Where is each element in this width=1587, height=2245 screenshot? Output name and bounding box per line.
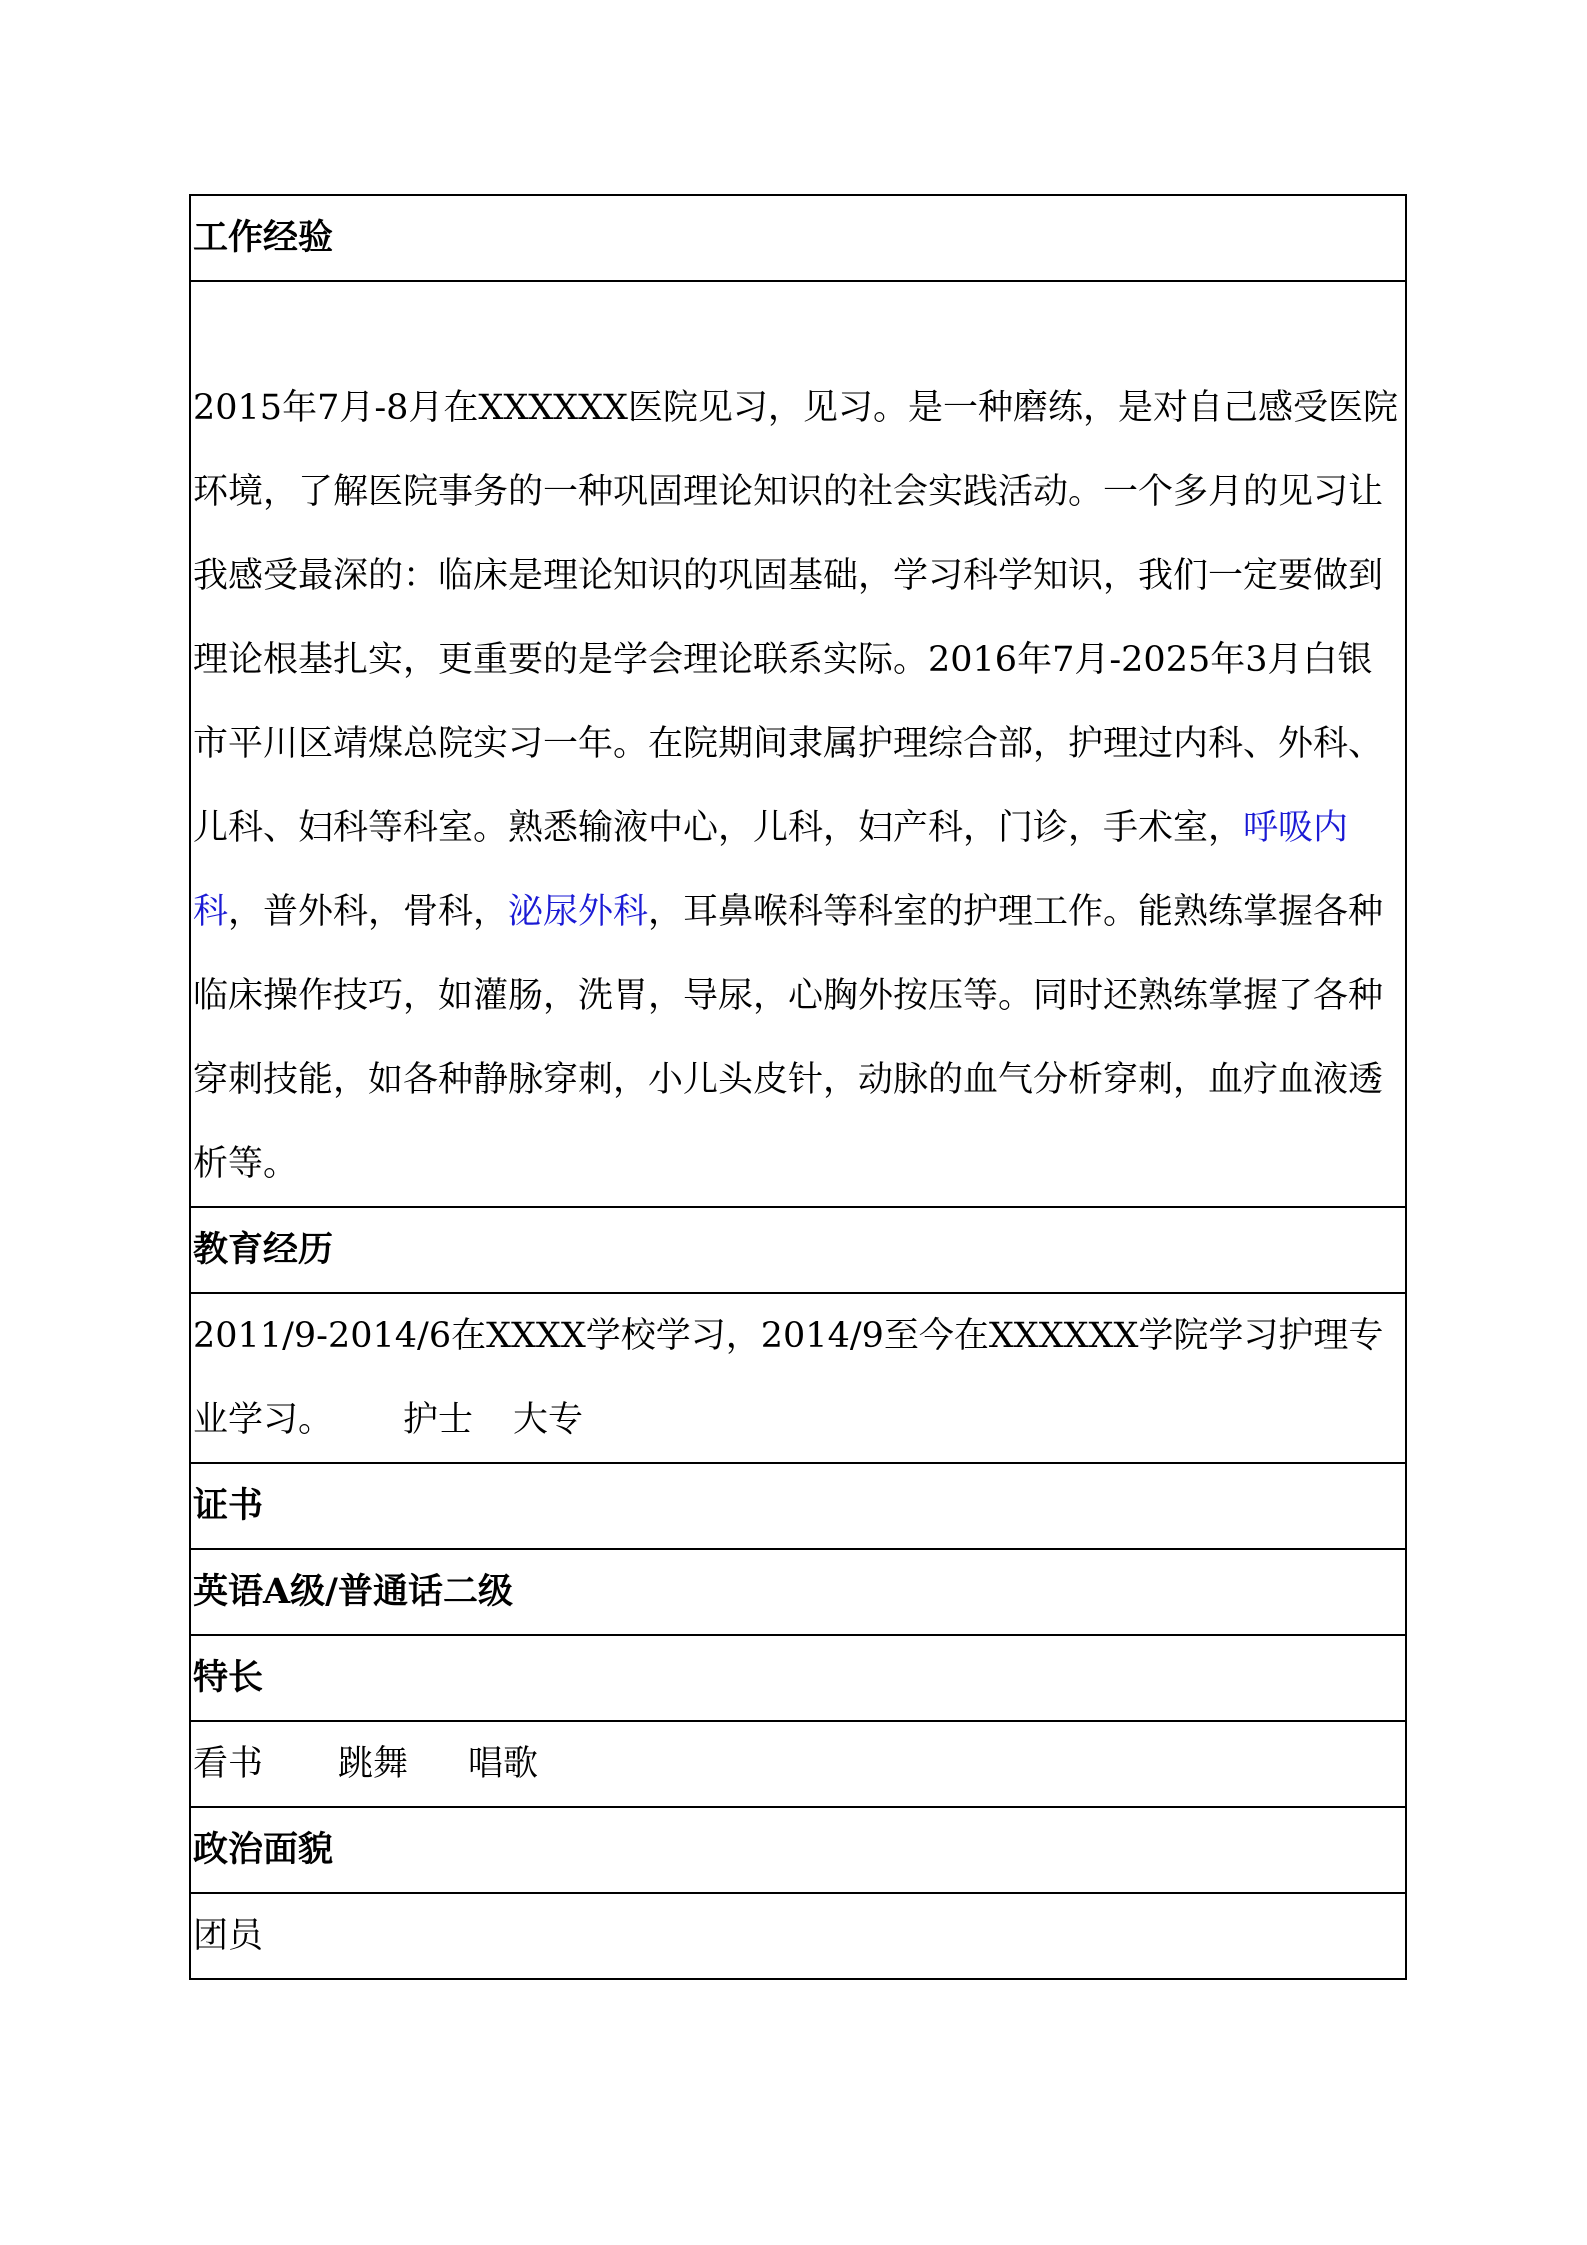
work-description xyxy=(190,281,1406,1207)
work-text-1: 2015年7月-8月在XXXXXX医院见习，见习。是一种磨练，是对自己感受医院环境，了解医院事务的一种巩固理论知识的社会实践活动。一个多月的见习让我感受最深的：临床是理论知识的巩固基础，学习科学知识，我们一定要做到理论根基扎实，更重要的是学会理论联系实际。2016年7月-2025年3月白银市平川区靖煤总院实习一年。在院期间隶属护理综合部，护理过内科、外科、儿科、妇科等科室。熟悉输液中心，儿科，妇产科，门诊，手术室， xyxy=(193,388,1398,848)
work-heading-row xyxy=(190,195,1406,281)
education-body-row xyxy=(190,1293,1406,1463)
politics-heading-row xyxy=(190,1807,1406,1893)
politics-heading: 政治面貌 xyxy=(190,1807,1406,1893)
work-text-3: ，耳鼻喉科等科室的护理工作。能熟练掌握各种临床操作技巧，如灌肠，洗胃，导尿，心胸外按压等。同时还熟练掌握了各种穿刺技能，如各种静脉穿刺，小儿头皮针，动脉的血气分析穿刺，血疗血液透析等。 xyxy=(193,892,1384,1184)
education-heading-row xyxy=(190,1207,1406,1293)
skill-item: 跳舞 xyxy=(338,1744,409,1784)
link-respiratory-medicine[interactable]: 呼吸内科 xyxy=(193,808,1349,932)
skill-item: 看书 xyxy=(193,1744,264,1784)
politics-text: 团员 xyxy=(190,1893,1406,1979)
certificates-heading-row xyxy=(190,1463,1406,1549)
education-description xyxy=(190,1293,1406,1463)
skills-heading-row xyxy=(190,1635,1406,1721)
politics-body-row xyxy=(190,1893,1406,1979)
certificates-body-row xyxy=(190,1549,1406,1635)
education-heading: 教育经历 xyxy=(190,1207,1406,1293)
education-degree: 大专 xyxy=(513,1400,584,1440)
education-role: 护士 xyxy=(403,1400,474,1440)
skills-body-row xyxy=(190,1721,1406,1807)
link-urology[interactable]: 泌尿外科 xyxy=(508,892,649,932)
work-heading: 工作经验 xyxy=(190,195,1406,281)
education-text: 2011/9-2014/6在XXXX学校学习，2014/9至今在XXXXXX学院学习护理专业学习。 xyxy=(193,1316,1384,1440)
skills-heading: 特长 xyxy=(190,1635,1406,1721)
certificates-heading: 证书 xyxy=(190,1463,1406,1549)
resume-table xyxy=(189,194,1407,1980)
skill-item: 唱歌 xyxy=(468,1744,539,1784)
skills-list xyxy=(190,1721,1406,1807)
work-body-row xyxy=(190,281,1406,1207)
work-text-2: ，普外科，骨科， xyxy=(228,892,509,932)
certificates-text: 英语A级/普通话二级 xyxy=(190,1549,1406,1635)
